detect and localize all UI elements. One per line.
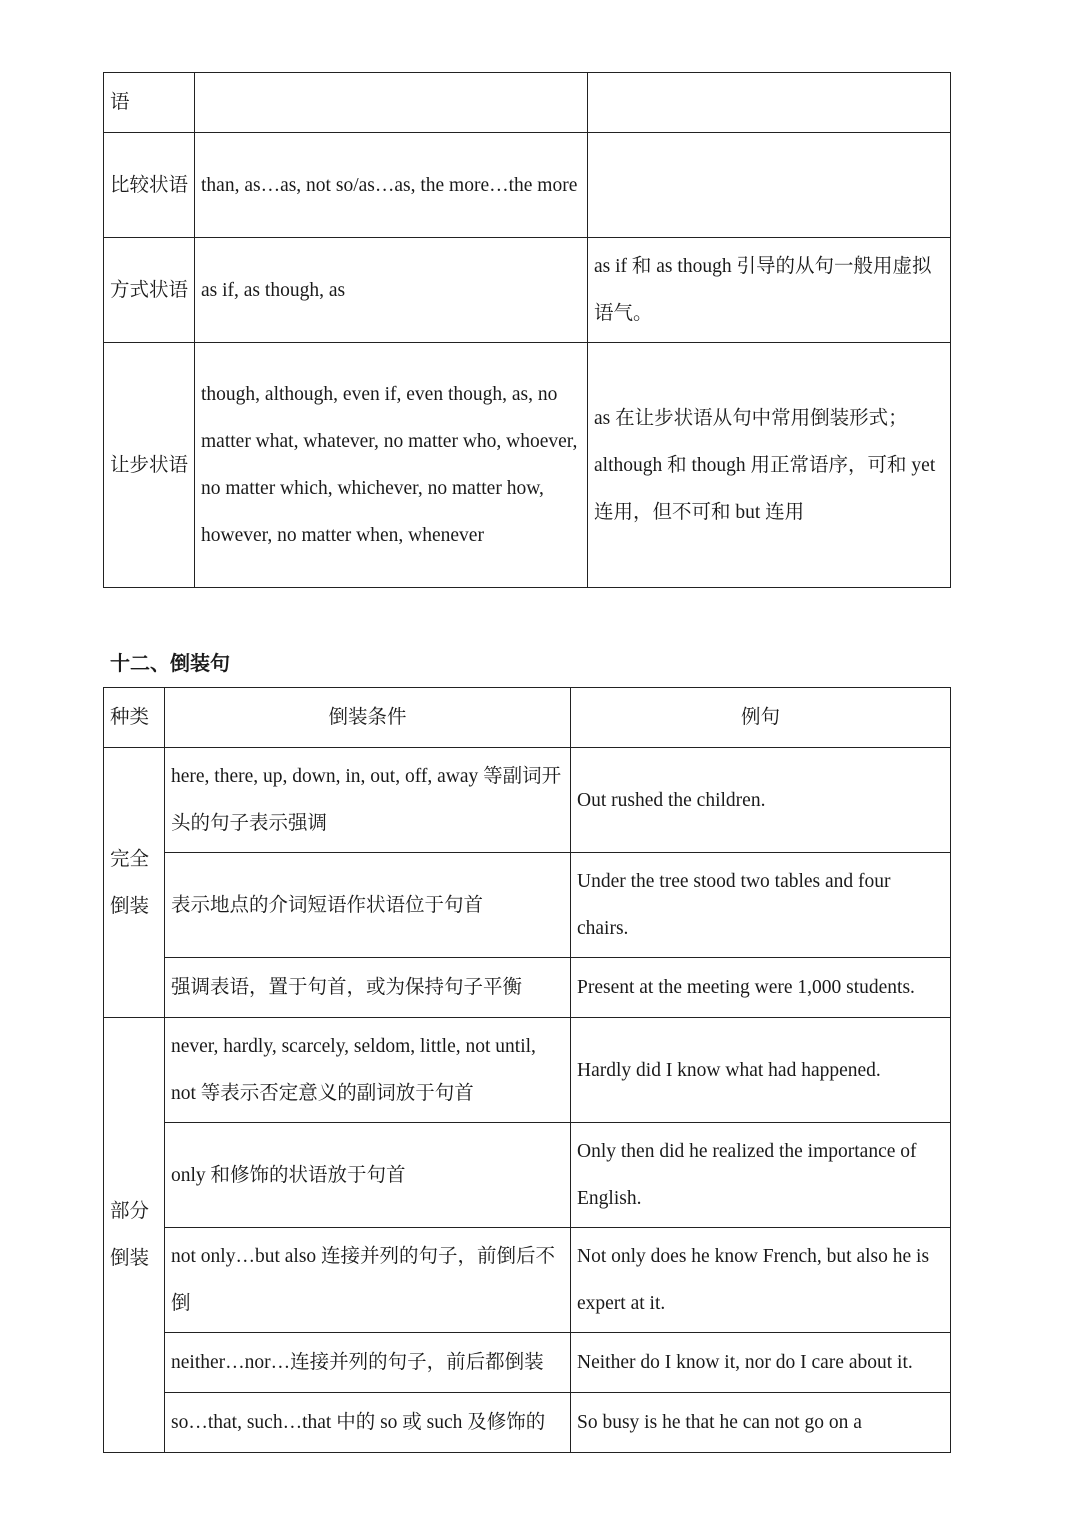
table-row: [104, 133, 951, 238]
conjunction-cell: as if, as though, as: [195, 238, 588, 343]
example-cell: Only then did he realized the importance of English.: [571, 1123, 951, 1228]
example-cell: Out rushed the children.: [571, 748, 951, 853]
conjunction-cell: than, as…as, not so/as…as, the more…the more: [195, 133, 588, 238]
example-cell: So busy is he that he can not go on a: [571, 1393, 951, 1453]
column-header-condition: 倒装条件: [165, 688, 571, 748]
table-row: [104, 958, 951, 1018]
example-cell: Under the tree stood two tables and four chairs.: [571, 853, 951, 958]
table-row: [104, 853, 951, 958]
section-heading: 十二、倒装句: [110, 651, 230, 675]
note-cell: [588, 133, 951, 238]
condition-cell: here, there, up, down, in, out, off, away 等副词开头的句子表示强调: [165, 748, 571, 853]
table-row: [104, 1333, 951, 1393]
table-row: [104, 1228, 951, 1333]
condition-cell: 强调表语，置于句首，或为保持句子平衡: [165, 958, 571, 1018]
conjunction-cell: though, although, even if, even though, as, no matter what, whatever, no matter who, whoever, no matter which, whichever, no matter how, however, no matter when, whenever: [195, 343, 588, 588]
clause-type-cell: 语: [104, 73, 195, 133]
condition-cell: only 和修饰的状语放于句首: [165, 1123, 571, 1228]
inversion-table: [103, 687, 951, 1453]
table-header-row: [104, 688, 951, 748]
clause-type-cell: 比较状语: [104, 133, 195, 238]
example-cell: Hardly did I know what had happened.: [571, 1018, 951, 1123]
condition-cell: neither…nor…连接并列的句子，前后都倒装: [165, 1333, 571, 1393]
example-cell: Neither do I know it, nor do I care about it.: [571, 1333, 951, 1393]
note-cell: [588, 73, 951, 133]
table-row: [104, 238, 951, 343]
condition-cell: so…that, such…that 中的 so 或 such 及修饰的: [165, 1393, 571, 1453]
condition-cell: not only…but also 连接并列的句子，前倒后不倒: [165, 1228, 571, 1333]
table-row: [104, 343, 951, 588]
column-header-category: 种类: [104, 688, 165, 748]
adverbial-clause-table: [103, 72, 951, 588]
example-cell: Present at the meeting were 1,000 students.: [571, 958, 951, 1018]
category-cell: 部分倒装: [104, 1018, 165, 1453]
condition-cell: never, hardly, scarcely, seldom, little, not until, not 等表示否定意义的副词放于句首: [165, 1018, 571, 1123]
table-row: [104, 1123, 951, 1228]
clause-type-cell: 方式状语: [104, 238, 195, 343]
table-row: [104, 1018, 951, 1123]
table-row: [104, 73, 951, 133]
note-cell: as 在让步状语从句中常用倒装形式；although 和 though 用正常语序，可和 yet 连用，但不可和 but 连用: [588, 343, 951, 588]
clause-type-cell: 让步状语: [104, 343, 195, 588]
table-row: [104, 1393, 951, 1453]
table-row: [104, 748, 951, 853]
note-cell: as if 和 as though 引导的从句一般用虚拟语气。: [588, 238, 951, 343]
condition-cell: 表示地点的介词短语作状语位于句首: [165, 853, 571, 958]
category-cell: 完全倒装: [104, 748, 165, 1018]
example-cell: Not only does he know French, but also he is expert at it.: [571, 1228, 951, 1333]
conjunction-cell: [195, 73, 588, 133]
column-header-example: 例句: [571, 688, 951, 748]
